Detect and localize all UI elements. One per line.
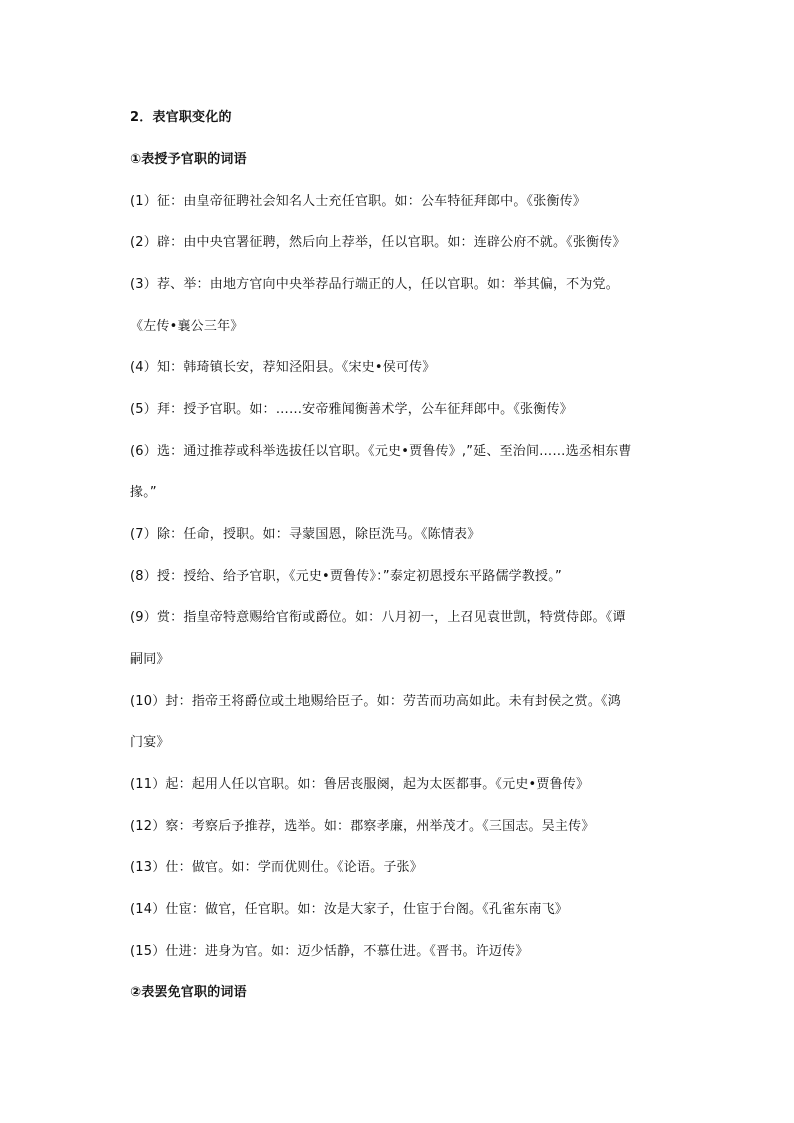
list-item: (12）察：考察后予推荐，选举。如：郡察孝廉，州举茂才。《三国志。吴主传》: [130, 819, 595, 834]
list-item: (13）仕：做官。如：学而优则仕。《论语。子张》: [130, 860, 423, 875]
list-item: (2）辟：由中央官署征聘，然后向上荐举，任以官职。如：连辟公府不就。《张衡传》: [130, 235, 626, 250]
list-item-continuation: 嗣同》: [130, 652, 170, 667]
list-item: (11）起：起用人任以官职。如：鲁居丧服阕，起为太医都事。《元史•贾鲁传》: [130, 777, 590, 792]
list-item: (9）赏：指皇帝特意赐给官衔或爵位。如：八月初一，上召见袁世凯，特赏侍郎。《谭: [130, 610, 626, 625]
list-item: (6）选：通过推荐或科举选拔任以官职。《元史•贾鲁传》,”延、至治间……选丞相东曹: [130, 444, 632, 459]
list-item: (1）征：由皇帝征聘社会知名人士充任官职。如：公车特征拜郎中。《张衡传》: [130, 194, 587, 209]
section-title-appointment: ①表授予官职的词语: [130, 152, 247, 167]
list-item: (15）仕进：进身为官。如：迈少恬静，不慕仕进。《晋书。许迈传》: [130, 944, 529, 959]
list-item: (3）荐、举：由地方官向中央举荐品行端正的人，任以官职。如：举其偏，不为党。: [130, 277, 619, 292]
list-item: (5）拜：授予官职。如：……安帝雅闻衡善术学，公车征拜郎中。《张衡传》: [130, 402, 573, 417]
list-item: (7）除：任命，授职。如：寻蒙国恩，除臣洗马。《陈情表》: [130, 527, 481, 542]
list-item: (14）仕宦：做官，任官职。如：汝是大家子，仕宦于台阁。《孔雀东南飞》: [130, 902, 569, 917]
list-item-continuation: 门宴》: [130, 735, 170, 750]
section-title-dismissal: ②表罢免官职的词语: [130, 985, 247, 1000]
list-item: (10）封：指帝王将爵位或土地赐给臣子。如：劳苦而功高如此。未有封侯之赏。《鸿: [130, 694, 621, 709]
document-heading: 2．表官职变化的: [130, 110, 232, 125]
list-item: (8）授：授给、给予官职，《元史•贾鲁传》：”泰定初恩授东平路儒学教授。”: [130, 569, 562, 584]
list-item-continuation: 掾。”: [130, 485, 157, 500]
list-item: (4）知：韩琦镇长安，荐知泾阳县。《宋史•侯可传》: [130, 360, 436, 375]
list-item-continuation: 《左传•襄公三年》: [130, 319, 244, 334]
